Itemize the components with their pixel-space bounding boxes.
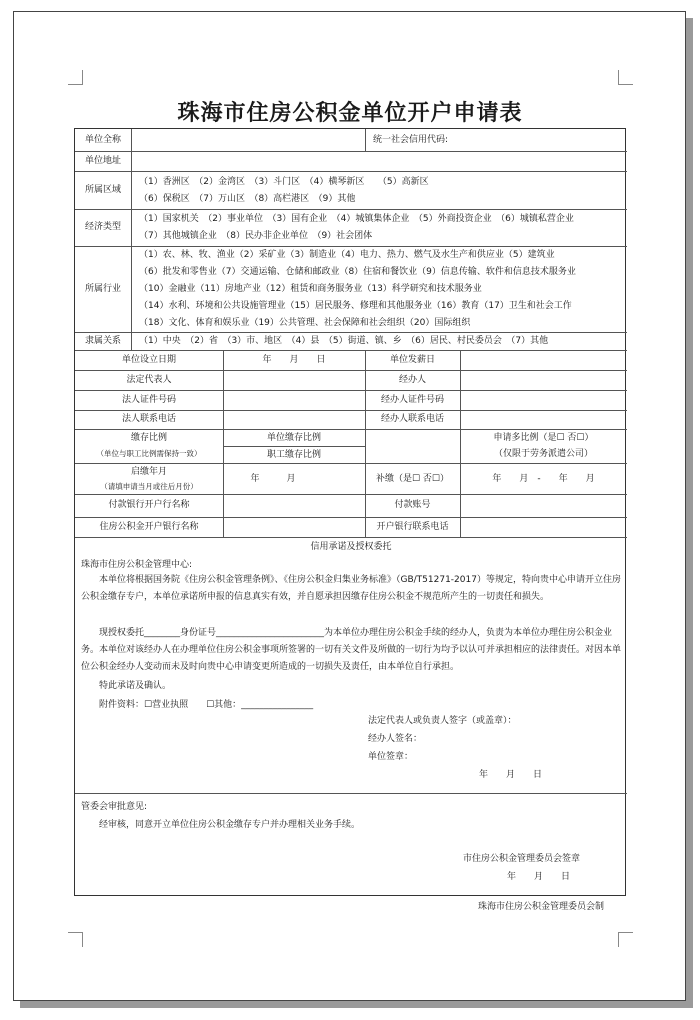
row-line: [75, 171, 627, 172]
handler-phone-label: 经办人联系电话: [380, 414, 444, 424]
handler-id-label: 经办人证件号码: [380, 395, 444, 405]
unit-name-label: 单位全称: [84, 135, 121, 145]
staff-ratio-label: 职工缴存比例: [266, 450, 321, 460]
commitment-paragraph-3: 特此承诺及确认。: [99, 681, 172, 691]
industry-options-5: （18）文化、体育和娱乐业（19）公共管理、社会保障和社会组织（20）国际组织: [139, 318, 471, 328]
supplement-label: 补缴（是☐ 否☐）: [376, 474, 449, 484]
salary-date-label: 单位发薪日: [389, 355, 435, 365]
approval-stamp-label: 市住房公积金管理委员会签章: [463, 854, 581, 864]
issuer-footer: 珠海市住房公积金管理委员会制: [478, 902, 605, 912]
industry-options-2: （6）批发和零售业（7）交通运输、仓储和邮政业（8）住宿和餐饮业（9）信息传输、软件和信息技术服务业: [139, 267, 576, 277]
start-month-label: 启缴年月: [130, 467, 167, 477]
econ-type-label: 经济类型: [84, 222, 121, 232]
industry-options-4: （14）水利、环境和公共设施管理业（15）居民服务、修理和其他服务业（16）教育（17）卫生和社会工作: [139, 301, 572, 311]
industry-label: 所属行业: [84, 284, 121, 294]
established-date-field: 年 月 日: [262, 355, 326, 365]
row-line: [75, 517, 627, 518]
supplement-period-field: 年 月 - 年 月: [492, 474, 595, 484]
commitment-date: 年 月 日: [479, 770, 543, 780]
commitment-addressee: 珠海市住房公积金管理中心:: [81, 560, 193, 570]
ratio-note: （单位与职工比例需保持一致）: [96, 449, 202, 458]
row-line: [75, 370, 627, 371]
commitment-paragraph-1: 本单位将根据国务院《住房公积金管理条例》、《住房公积金归集业务标准》（GB/T51271-2017）等规定，特向贵中心申请开立住房公积金缴存专户，本单位承诺所申报的信息真实有效，并自愿承担因缴存住房公积金不规范所产生的一切责任和损失。: [81, 575, 621, 602]
pay-account-label: 付款账号: [394, 500, 431, 510]
legal-phone-label: 法人联系电话: [121, 414, 176, 424]
row-line: [75, 151, 627, 152]
econ-type-options-1: （1）国家机关 （2）事业单位 （3）国有企业 （4）城镇集体企业 （5）外商投资企业 （6）城镇私营企业: [139, 214, 574, 224]
commitment-heading: 信用承诺及授权委托: [310, 542, 392, 552]
commitment-paragraph-2: 现授权委托________身份证号________________________为本单位办理住房公积金手续的经办人，负责为本单位办理住房公积金业务。本单位对该经办人在办理单位住房公积金事项所签署的一切有关文件及所做的一切行为均予以认可并承担相应的法律责任。对因本单位公积金经办人变动而未及时向贵中心申请变更所造成的一切损失及责任，由本单位自行承担。: [81, 628, 622, 672]
attachment-line: 附件资料：☐营业执照 ☐其他：________________: [99, 700, 314, 710]
row-line: [75, 463, 627, 464]
col-line: [131, 129, 132, 350]
ratio-label: 缴存比例: [130, 433, 167, 443]
pay-bank-label: 付款银行开户行名称: [108, 500, 190, 510]
start-month-note: （请填申请当月或往后月份）: [100, 482, 198, 491]
col-line: [365, 129, 366, 151]
row-line: [75, 410, 627, 411]
handler-signature-label: 经办人签名：: [368, 734, 423, 744]
row-line: [75, 246, 627, 247]
legal-signature-label: 法定代表人或负责人签字（或盖章）：: [368, 716, 517, 726]
approval-date: 年 月 日: [507, 872, 571, 882]
legal-id-label: 法人证件号码: [121, 395, 176, 405]
approval-label: 管委会审批意见:: [81, 802, 148, 812]
form-title: 珠海市住房公积金单位开户申请表: [177, 101, 523, 126]
district-label: 所属区域: [84, 185, 121, 195]
fund-bank-label: 住房公积金开户银行名称: [99, 522, 199, 532]
crop-mark-top-left: [68, 70, 83, 85]
address-label: 单位地址: [84, 156, 121, 166]
industry-options-1: （1）农、林、牧、渔业（2）采矿业（3）制造业（4）电力、热力、燃气及水生产和供应业（5）建筑业: [139, 250, 555, 260]
row-line: [223, 446, 365, 447]
district-options-2: （6）保税区 （7）万山区 （8）高栏港区 （9）其他: [139, 194, 356, 204]
crop-mark-bottom-right: [618, 932, 633, 947]
row-line: [75, 494, 627, 495]
row-line: [75, 332, 627, 333]
affiliation-label: 隶属关系: [84, 336, 121, 346]
approval-text: 经审核，同意开立单位住房公积金缴存专户并办理相关业务手续。: [99, 820, 361, 830]
affiliation-options: （1）中央 （2）省 （3）市、地区 （4）县 （5）街道、镇、乡 （6）居民、村民委员会 （7）其他: [139, 336, 549, 346]
district-options-1: （1）香洲区 （2）金湾区 （3）斗门区 （4）横琴新区 （5）高新区: [139, 177, 429, 187]
extra-ratio-note: （仅限于劳务派遣公司）: [493, 449, 593, 459]
credit-code-label: 统一社会信用代码:: [373, 135, 449, 145]
industry-options-3: （10）金融业（11）房地产业（12）租赁和商务服务业（13）科学研究和技术服务业: [139, 284, 482, 294]
row-line: [75, 429, 627, 430]
crop-mark-top-right: [618, 70, 633, 85]
legal-rep-label: 法定代表人: [126, 375, 172, 385]
crop-mark-bottom-left: [68, 932, 83, 947]
handler-label: 经办人: [398, 375, 426, 385]
row-line: [75, 793, 627, 794]
established-date-label: 单位设立日期: [121, 355, 176, 365]
application-form-table: [74, 128, 626, 896]
row-line: [75, 537, 627, 538]
row-line: [75, 390, 627, 391]
start-month-field: 年 月: [250, 474, 296, 484]
row-line: [75, 209, 627, 210]
unit-seal-label: 单位签章：: [368, 752, 414, 762]
row-line: [75, 350, 627, 351]
extra-ratio-label: 申请多比例（是☐ 否☐）: [493, 433, 594, 443]
bank-phone-label: 开户银行联系电话: [376, 522, 449, 532]
unit-ratio-label: 单位缴存比例: [266, 433, 321, 443]
econ-type-options-2: （7）其他城镇企业 （8）民办非企业单位 （9）社会团体: [139, 231, 373, 241]
